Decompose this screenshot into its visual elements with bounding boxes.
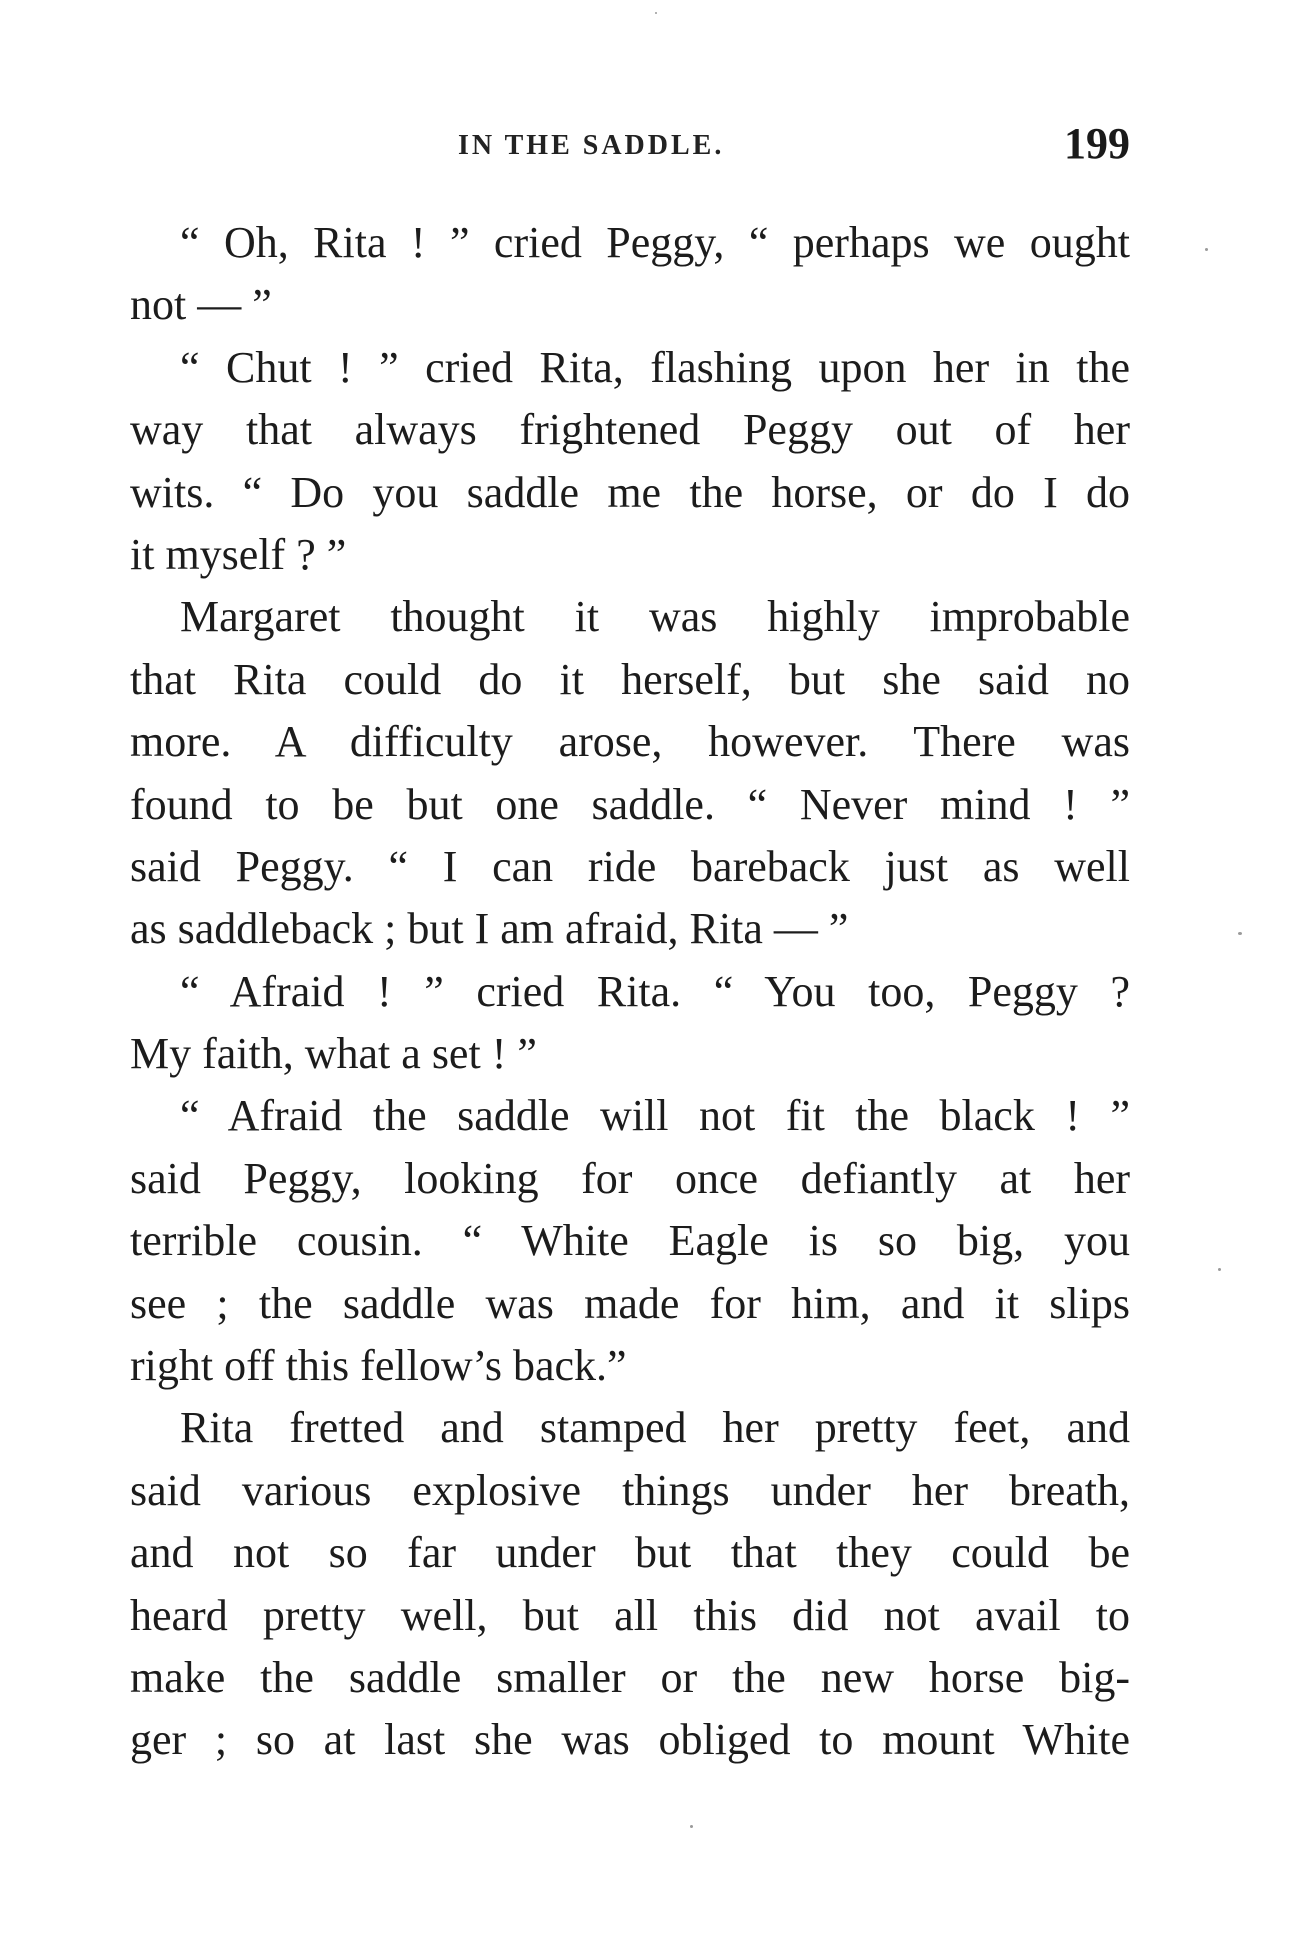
text-line: “ Afraid the saddle will not fit the black ! ” (180, 1091, 1130, 1141)
paper-speck (1238, 932, 1242, 935)
text-line: Rita fretted and stamped her pretty feet, and (180, 1403, 1130, 1453)
paper-speck (655, 12, 657, 14)
text-line: that Rita could do it herself, but she said no (130, 654, 1130, 704)
text-line: “ Chut ! ” cried Rita, flashing upon her in the (180, 342, 1130, 392)
text-line: and not so far under but that they could be (130, 1528, 1130, 1578)
text-line: heard pretty well, but all this did not avail to (130, 1590, 1130, 1640)
paper-speck (1218, 1268, 1221, 1271)
text-line: more. A difficulty arose, however. There was (130, 717, 1130, 767)
text-line: it myself ? ” (130, 529, 347, 579)
text-line: said Peggy. “ I can ride bareback just as well (130, 841, 1130, 891)
running-title: IN THE SADDLE. (458, 130, 725, 161)
page-number: 199 (1064, 119, 1130, 168)
text-line: found to be but one saddle. “ Never mind ! ” (130, 779, 1130, 829)
text-line: My faith, what a set ! ” (130, 1029, 537, 1079)
text-line: right off this fellow’s back.” (130, 1341, 627, 1391)
paper-speck (690, 1825, 693, 1828)
body-text (130, 212, 1130, 1772)
text-line: ger ; so at last she was obliged to mount White (130, 1715, 1130, 1765)
text-line: make the saddle smaller or the new horse big- (130, 1652, 1130, 1702)
text-line: as saddleback ; but I am afraid, Rita — ” (130, 904, 849, 954)
text-line: way that always frightened Peggy out of her (130, 405, 1130, 455)
text-line: terrible cousin. “ White Eagle is so big, you (130, 1216, 1130, 1266)
text-line: not — ” (130, 280, 272, 330)
text-line: said Peggy, looking for once defiantly at her (130, 1153, 1130, 1203)
text-line: wits. “ Do you saddle me the horse, or do I do (130, 467, 1130, 517)
text-line: “ Oh, Rita ! ” cried Peggy, “ perhaps we ought (180, 218, 1130, 267)
text-line: “ Afraid ! ” cried Rita. “ You too, Peggy ? (180, 966, 1130, 1016)
text-line: Margaret thought it was highly improbable (180, 592, 1130, 642)
paper-speck (1205, 248, 1208, 251)
running-head (130, 118, 1130, 168)
text-line: said various explosive things under her breath, (130, 1465, 1130, 1515)
text-line: see ; the saddle was made for him, and it slips (130, 1278, 1130, 1328)
